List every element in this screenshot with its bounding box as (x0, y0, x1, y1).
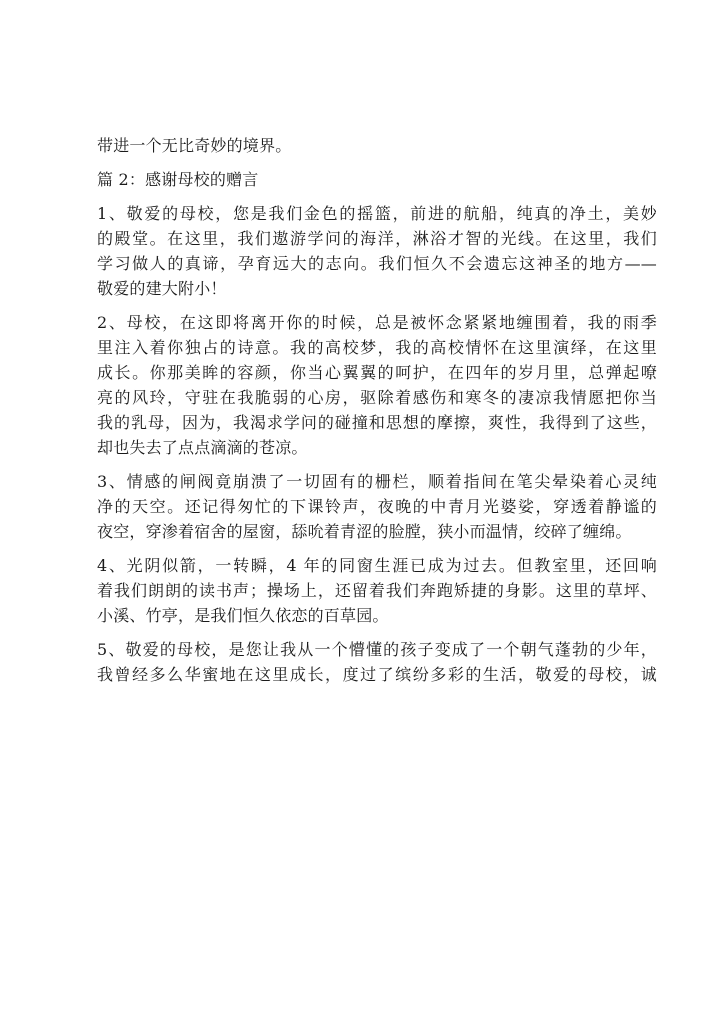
paragraph-line: 夜空，穿渗着宿舍的屋窗，舔吮着青涩的脸膛，狭小而温情，绞碎了缠绵。 (97, 522, 632, 541)
paragraph-line: 小溪、竹亭，是我们恒久依恋的百草园。 (97, 606, 389, 625)
paragraph-line: 我的乳母，因为，我渴求学问的碰撞和思想的摩擦，爽性，我得到了这些， (97, 413, 657, 432)
paragraph-line: 着我们朗朗的读书声；操场上，还留着我们奔跑矫捷的身影。这里的草坪、 (97, 581, 657, 600)
paragraph-2 (97, 310, 657, 460)
paragraph-line: 亮的风玲，守驻在我脆弱的心房，驱除着感伤和寒冬的凄凉我情愿把你当 (97, 388, 657, 407)
paragraph-line: 成长。你那美眸的容颜，你当心翼翼的呵护，在四年的岁月里，总弹起嘹 (97, 363, 657, 382)
paragraph-5 (97, 637, 657, 687)
paragraph-gap (97, 192, 657, 201)
paragraph-4 (97, 553, 657, 628)
paragraph-1 (97, 201, 657, 301)
paragraph-line: 却也失去了点点滴滴的苍凉。 (97, 438, 308, 457)
paragraph-line: 5、敬爱的母校，是您让我从一个懵懂的孩子变成了一个朝气蓬勃的少年， (97, 640, 657, 659)
paragraph-gap (97, 628, 657, 637)
paragraph-line: 净的天空。还记得匆忙的下课铃声，夜晚的中青月光婆娑，穿透着静谧的 (97, 497, 657, 516)
paragraph-line: 3、情感的闸阀竟崩溃了一切固有的栅栏，顺着指间在笔尖晕染着心灵纯 (97, 472, 657, 491)
paragraph-line: 里注入着你独占的诗意。我的高校梦，我的高校情怀在这里演绎，在这里 (97, 338, 657, 357)
paragraph-3 (97, 469, 657, 544)
paragraph-line: 1、敬爱的母校，您是我们金色的摇篮，前进的航船，纯真的净土，美妙 (97, 204, 657, 223)
paragraph-gap (97, 544, 657, 553)
document-body (97, 133, 657, 687)
paragraph-gap (97, 158, 657, 167)
paragraph-line: 学习做人的真谛，孕育远大的志向。我们恒久不会遗忘这神圣的地方—— (97, 254, 657, 273)
paragraph-line: 4、光阴似箭，一转瞬，4 年的同窗生涯已成为过去。但教室里，还回响 (97, 556, 657, 575)
paragraph-line: 的殿堂。在这里，我们遨游学问的海洋，淋浴才智的光线。在这里，我们 (97, 229, 657, 248)
paragraph-line: 我曾经多么华蜜地在这里成长，度过了缤纷多彩的生活，敬爱的母校，诚 (97, 665, 657, 684)
section-heading: 篇 2：感谢母校的赠言 (97, 170, 259, 189)
paragraph-line: 敬爱的建大附小！ (97, 279, 227, 298)
continuation-text: 带进一个无比奇妙的境界。 (97, 136, 292, 155)
paragraph-line: 2、母校，在这即将离开你的时候，总是被怀念紧紧地缠围着，我的雨季 (97, 313, 657, 332)
paragraph-gap (97, 301, 657, 310)
paragraph-gap (97, 460, 657, 469)
